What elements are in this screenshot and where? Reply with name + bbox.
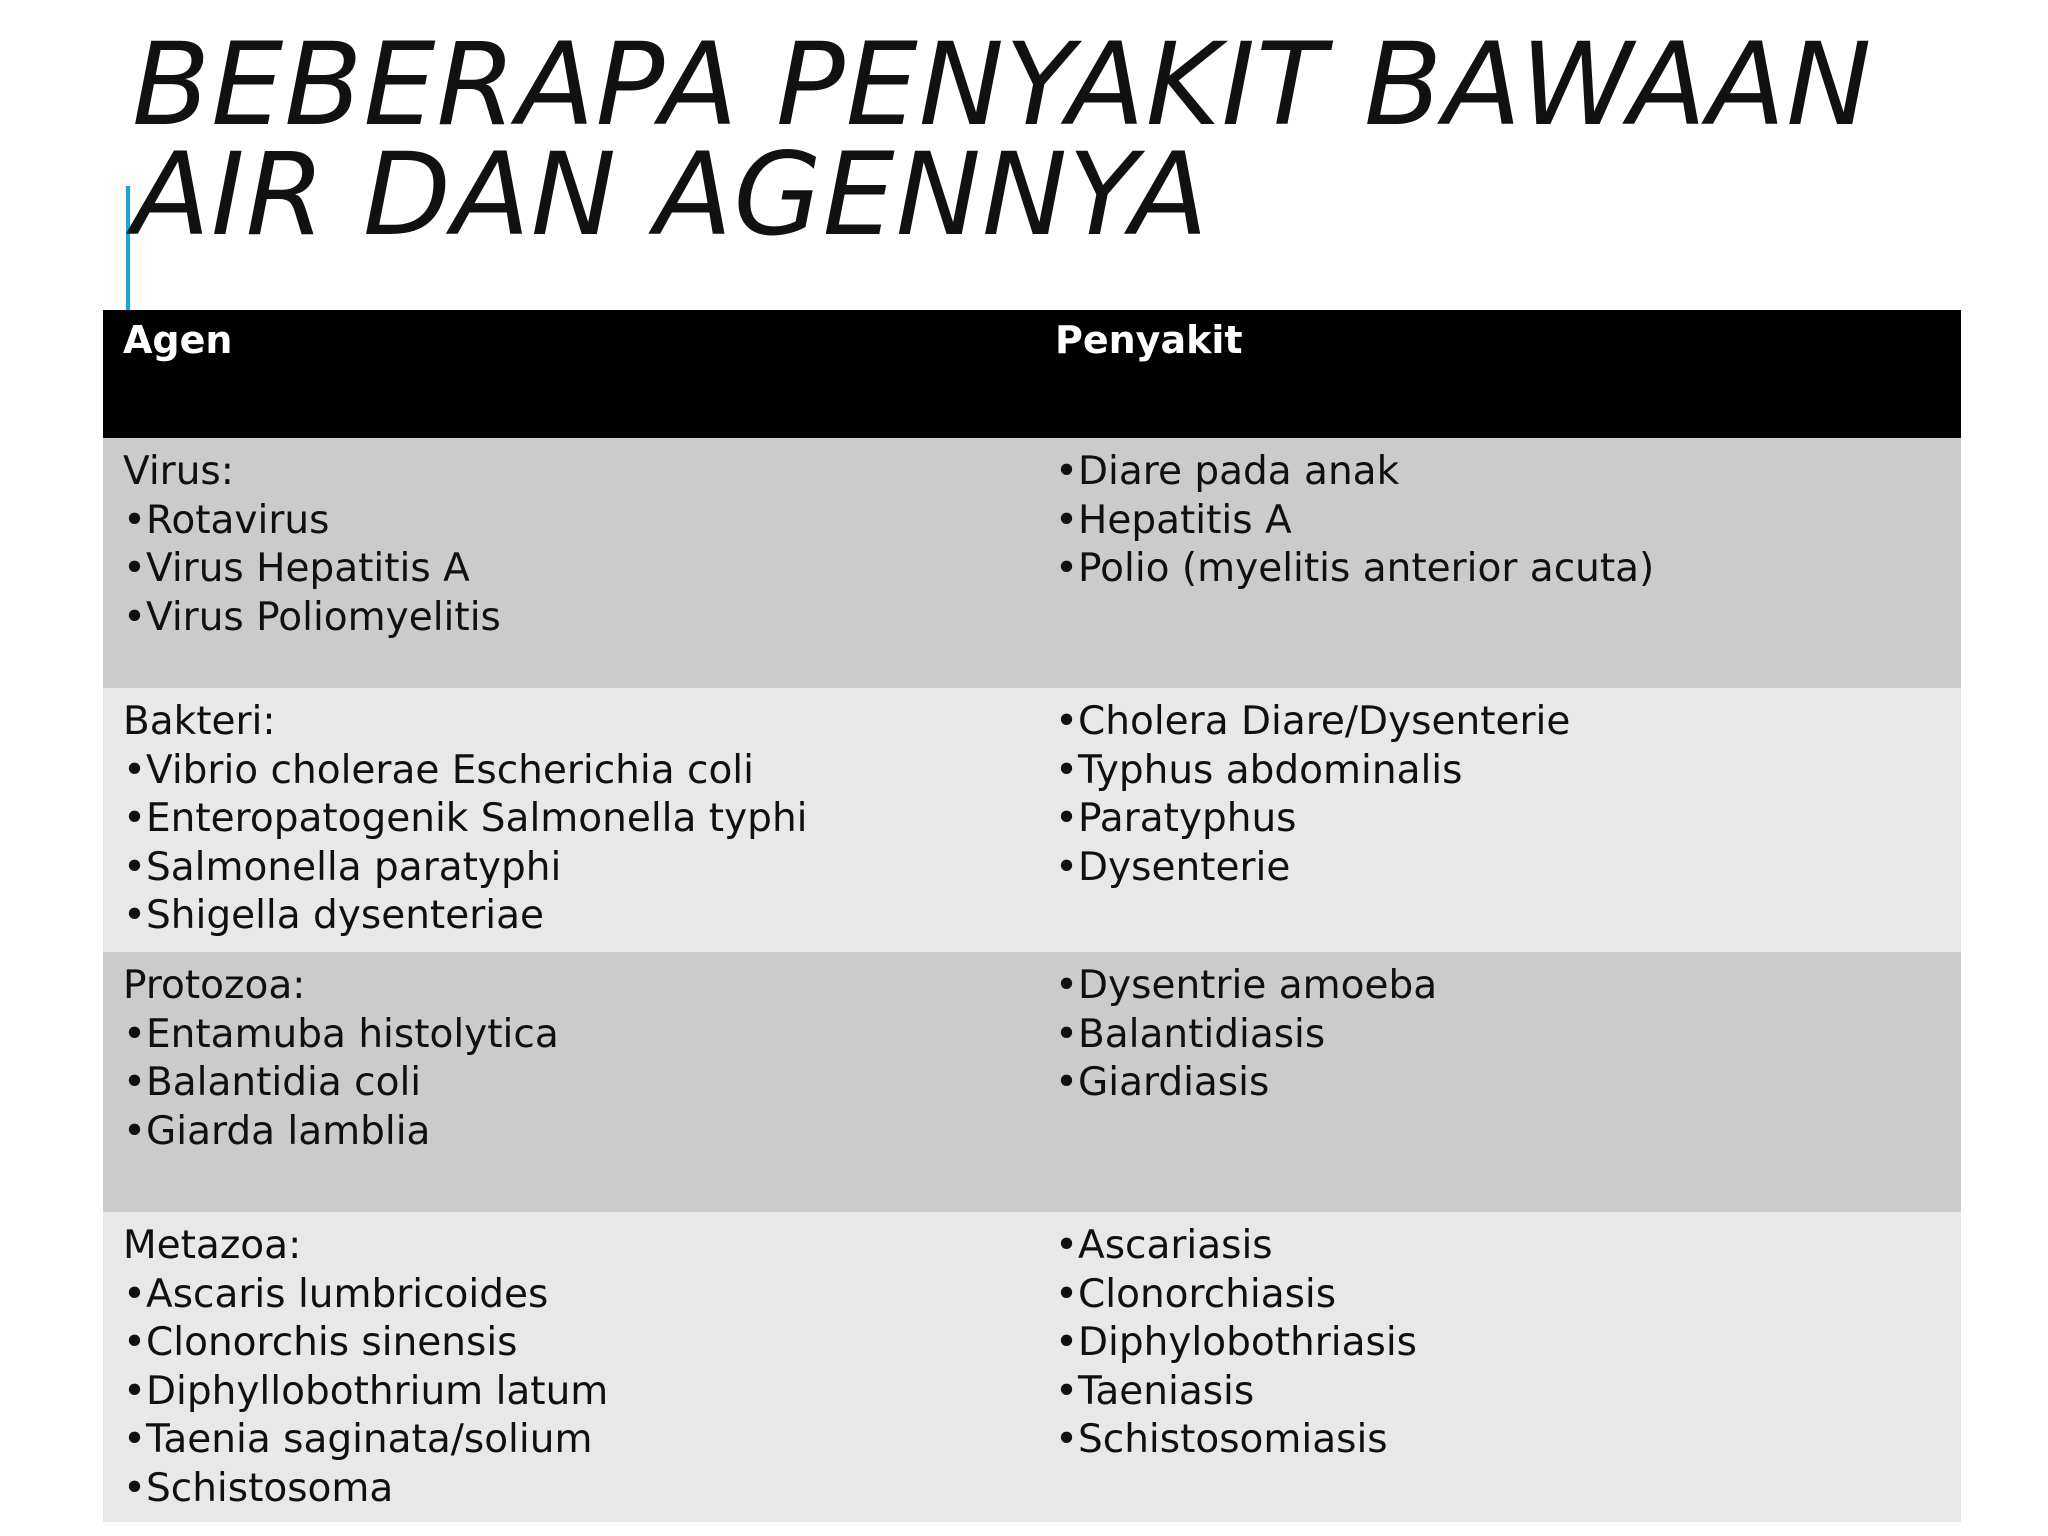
agent-item: • Balantidia coli [123, 1059, 1015, 1108]
table-row-bakteri [103, 688, 1961, 952]
agent-item: • Clonorchis sinensis [123, 1319, 1015, 1368]
agent-cell [103, 1212, 1035, 1522]
agent-item: • Taenia saginata/solium [123, 1416, 1015, 1465]
disease-cell [1035, 1212, 1961, 1522]
agent-item: • Schistosoma [123, 1465, 1015, 1514]
disease-item: • Ascariasis [1055, 1222, 1941, 1271]
disease-item: • Hepatitis A [1055, 497, 1941, 546]
table-row-virus [103, 438, 1961, 688]
disease-item: • Dysentrie amoeba [1055, 962, 1941, 1011]
table-row-protozoa [103, 952, 1961, 1212]
page-title-line-2: AIR DAN AGENNYA [132, 128, 1210, 261]
agent-item: • Enteropatogenik Salmonella typhi [123, 795, 1015, 844]
disease-item: • Polio (myelitis anterior acuta) [1055, 545, 1941, 594]
disease-cell [1035, 688, 1961, 952]
title-accent-line [126, 186, 130, 310]
agent-cell [103, 688, 1035, 952]
agent-item: • Virus Poliomyelitis [123, 594, 1015, 643]
table-row-metazoa [103, 1212, 1961, 1522]
agent-cell [103, 952, 1035, 1212]
page-title [132, 18, 1992, 261]
agent-item: • Giarda lamblia [123, 1108, 1015, 1157]
disease-cell [1035, 438, 1961, 688]
agent-item: • Salmonella paratyphi [123, 844, 1015, 893]
agent-group-label: Bakteri: [123, 699, 276, 744]
agent-item: • Diphyllobothrium latum [123, 1368, 1015, 1417]
agent-group-label: Metazoa: [123, 1223, 302, 1268]
table-header-row [103, 310, 1961, 438]
agent-item: • Virus Hepatitis A [123, 545, 1015, 594]
agent-disease-table [103, 310, 1961, 1522]
disease-cell [1035, 952, 1961, 1212]
agent-cell [103, 438, 1035, 688]
disease-item: • Typhus abdominalis [1055, 747, 1941, 796]
page-title-line-1: BEBERAPA PENYAKIT BAWAAN [132, 18, 1873, 151]
agent-item: • Shigella dysenteriae [123, 892, 1015, 941]
disease-item: • Dysenterie [1055, 844, 1941, 893]
disease-item: • Schistosomiasis [1055, 1416, 1941, 1465]
column-header-agen: Agen [103, 310, 1035, 438]
agent-item: • Entamuba histolytica [123, 1011, 1015, 1060]
agent-group-label: Protozoa: [123, 963, 306, 1008]
agent-item: • Vibrio cholerae Escherichia coli [123, 747, 1015, 796]
agent-item: • Rotavirus [123, 497, 1015, 546]
disease-item: • Diphylobothriasis [1055, 1319, 1941, 1368]
disease-item: • Giardiasis [1055, 1059, 1941, 1108]
disease-item: • Balantidiasis [1055, 1011, 1941, 1060]
disease-item: • Cholera Diare/Dysenterie [1055, 698, 1941, 747]
agent-group-label: Virus: [123, 449, 234, 494]
disease-item: • Paratyphus [1055, 795, 1941, 844]
disease-item: • Clonorchiasis [1055, 1271, 1941, 1320]
column-header-penyakit: Penyakit [1035, 310, 1961, 438]
disease-item: • Taeniasis [1055, 1368, 1941, 1417]
disease-item: • Diare pada anak [1055, 448, 1941, 497]
agent-item: • Ascaris lumbricoides [123, 1271, 1015, 1320]
